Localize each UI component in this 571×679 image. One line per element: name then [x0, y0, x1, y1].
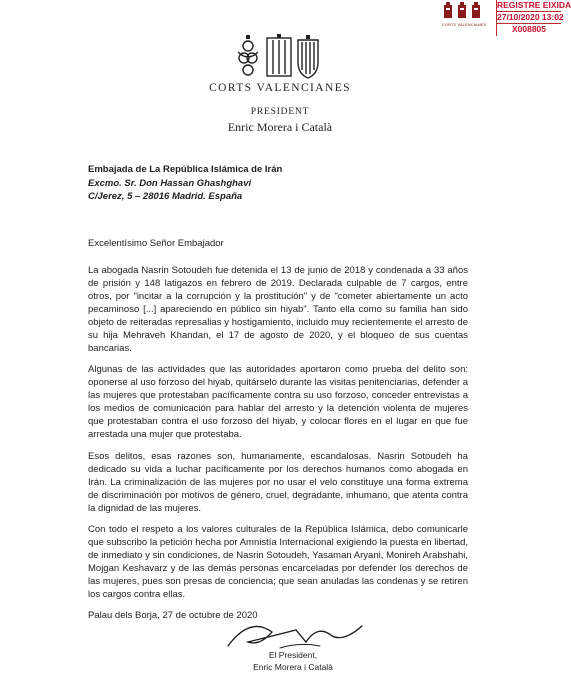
president-name: Enric Morera i Català [227, 120, 333, 134]
body-paragraph-2: Algunas de las actividades que las autoridades aportaron como prueba del delito son: oponerse al uso forzoso del hiyab, quitárselo durante las visitas penitenciarias, defender a las mujeres que protestaban pacíficamente contra su uso forzoso, conceder entrevistas a los medios de comunicación para hablar del arresto y la detención violenta de mujeres que protestaban contra el uso forzoso del hiyab, y colocar flores en el lugar en que fue arrestada una mujer que protestaba. [88, 364, 468, 440]
stamp-title: REGISTRE EIXIDA [497, 0, 571, 10]
stamp-number: X008805 [511, 24, 547, 34]
registration-stamp [432, 0, 571, 36]
stamp-logo-caption: CORTS VALENCIANES [441, 22, 487, 27]
corts-valencianes-emblem-icon [234, 34, 324, 80]
office-title: PRESIDENT [250, 107, 310, 117]
corts-stamp-logo-icon [440, 2, 484, 22]
place-and-date: Palau dels Borja, 27 de octubre de 2020 [88, 610, 258, 621]
recipient-block [88, 163, 488, 204]
signature-name: Enric Morera i Català [253, 662, 333, 672]
stamp-datetime: 27/10/2020 13:02 [497, 12, 564, 22]
recipient-line-1: Embajada de La República Islámica de Irán [88, 164, 283, 175]
body-paragraph-1: La abogada Nasrin Sotoudeh fue detenida el 13 de junio de 2018 y condenada a 33 años de prisión y 148 latigazos en febrero de 2019. Declarada culpable de 7 cargos, entre otros, por "incitar a la corrupción y la prostitución" y de "cometer abiertamente un acto pecaminoso [...] apareciendo en público sin hiyab". Tanto ella como su familia han sido objeto de reiteradas represalias y hostigamiento, incluido muy recientemente el arresto de su hija Mehraveh Khandan, el 17 de agosto de 2020, y el bloqueo de sus cuentas bancarias. [88, 265, 468, 354]
recipient-line-3: C/Jerez, 5 – 28016 Madrid. España [88, 191, 243, 202]
salutation: Excelentísimo Señor Embajador [88, 238, 224, 249]
signature-role: El President, [268, 650, 318, 660]
body-paragraph-3: Esos delitos, esas razones son, humanamente, escandalosas. Nasrin Sotoudeh ha dedicado su vida a luchar pacíficamente por los derechos humanos como abogada en Irán. La criminalización de las mujeres por no usar el velo constituye una forma extrema de discriminación por motivos de género, cruel, degradante, inhumano, que atenta contra la dignidad de las mujeres. [88, 451, 468, 514]
recipient-line-2: Excmo. Sr. Don Hassan Ghashghavi [88, 177, 252, 189]
body-paragraph-4: Con todo el respeto a los valores culturales de la República Islámica, debo comunicarle que subscribo la petición hecha por Amnistía Internacional exigiendo la puesta en libertad, de inmediato y sin condiciones, de Nasrin Sotoudeh, Yasaman Aryani, Monireh Arabshahi, Mojgan Keshavarz y de las demás personas encarceladas por defender los derechos de las mujeres, pues son presas de conciencia; que sean anuladas las condenas y se retiren los cargos contra ellas. [88, 524, 468, 600]
institution-name: CORTS VALENCIANES [209, 82, 351, 94]
stamp-box [496, 0, 571, 36]
